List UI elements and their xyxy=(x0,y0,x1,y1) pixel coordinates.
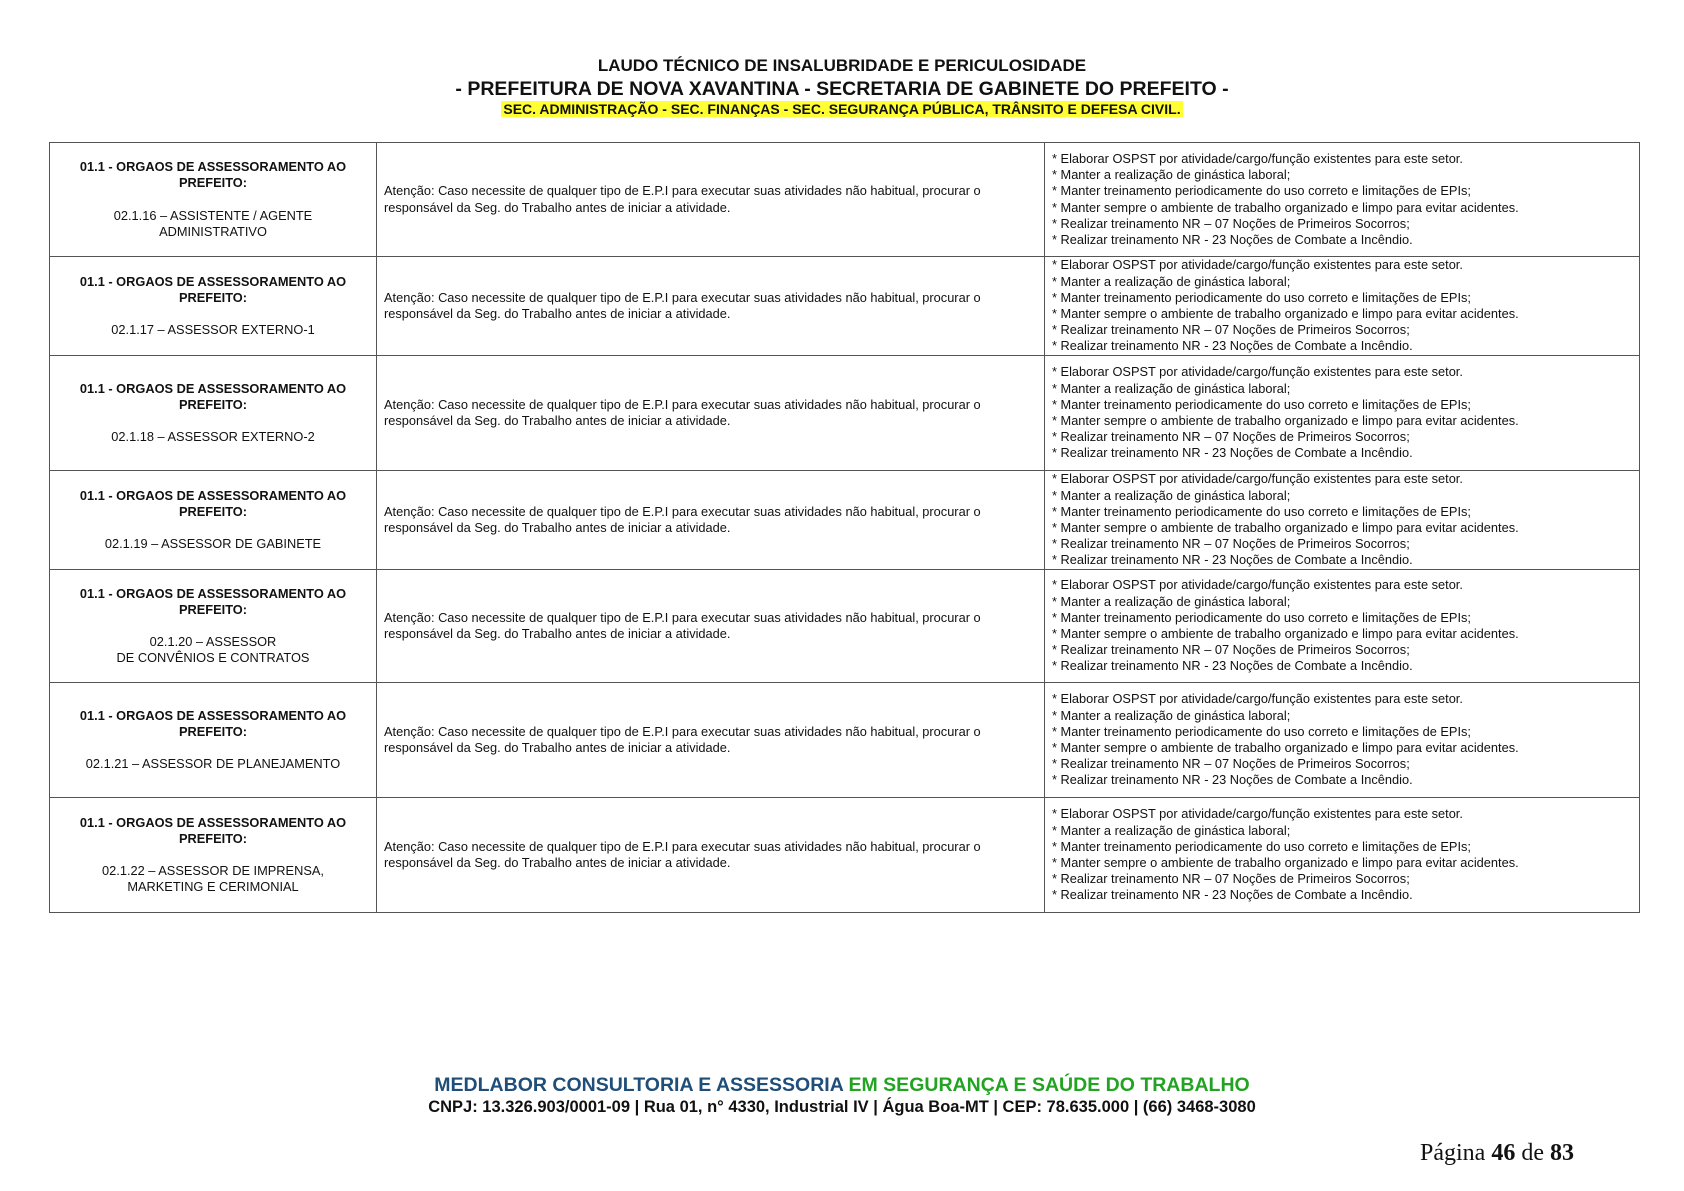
cargo-name xyxy=(57,429,369,445)
recommendation-item: * Realizar treinamento NR - 23 Noções de Combate a Incêndio. xyxy=(1052,658,1413,674)
setor-cell xyxy=(50,356,377,471)
recommendations-cell xyxy=(1045,143,1640,257)
recommendation-item: * Realizar treinamento NR - 23 Noções de Combate a Incêndio. xyxy=(1052,552,1413,568)
recommendation-item: * Realizar treinamento NR – 07 Noções de Primeiros Socorros; xyxy=(1052,322,1410,338)
recommendation-item: * Manter sempre o ambiente de trabalho organizado e limpo para evitar acidentes. xyxy=(1052,626,1519,641)
recommendation-item: * Manter sempre o ambiente de trabalho organizado e limpo para evitar acidentes. xyxy=(1052,740,1519,755)
recommendation-item: * Manter a realização de ginástica laboral; xyxy=(1052,380,1291,396)
cargo-name-line: 02.1.22 – ASSESSOR DE IMPRENSA, xyxy=(102,863,324,878)
recommendation-item: * Elaborar OSPST por atividade/cargo/função existentes para este setor. xyxy=(1052,577,1463,593)
recommendation-item: * Realizar treinamento NR – 07 Noções de Primeiros Socorros; xyxy=(1052,871,1410,887)
setor-title: 01.1 - ORGAOS DE ASSESSORAMENTO AO PREFEITO: xyxy=(79,707,347,739)
cargo-name-line: DE CONVÊNIOS E CONTRATOS xyxy=(116,650,310,666)
attention-note: Atenção: Caso necessite de qualquer tipo de E.P.I para executar suas atividades não habitual, procurar o responsável da Seg. do Trabalho antes de iniciar a atividade. xyxy=(377,143,1045,257)
setor-title: 01.1 - ORGAOS DE ASSESSORAMENTO AO PREFEITO: xyxy=(79,814,347,846)
setor-title: 01.1 - ORGAOS DE ASSESSORAMENTO AO PREFEITO: xyxy=(79,585,347,617)
setor-cell xyxy=(50,143,377,257)
cargo-name-line: 02.1.19 – ASSESSOR DE GABINETE xyxy=(104,536,322,552)
recommendations-cell xyxy=(1045,798,1640,913)
recommendation-item: * Elaborar OSPST por atividade/cargo/função existentes para este setor. xyxy=(1052,691,1463,707)
recommendation-item: * Manter treinamento periodicamente do uso correto e limitações de EPIs; xyxy=(1052,289,1471,305)
table-row xyxy=(50,257,1640,356)
cargo-name xyxy=(57,208,369,240)
recommendations-table xyxy=(49,142,1640,913)
setor-title: 01.1 - ORGAOS DE ASSESSORAMENTO AO PREFEITO: xyxy=(79,487,347,519)
recommendation-item: * Manter treinamento periodicamente do uso correto e limitações de EPIs; xyxy=(1052,396,1471,412)
page-total: 83 xyxy=(1550,1140,1574,1166)
recommendation-item: * Realizar treinamento NR - 23 Noções de Combate a Incêndio. xyxy=(1052,231,1413,247)
document-title: LAUDO TÉCNICO DE INSALUBRIDADE E PERICULOSIDADE xyxy=(597,56,1087,75)
recommendation-item: * Elaborar OSPST por atividade/cargo/função existentes para este setor. xyxy=(1052,150,1463,166)
attention-note: Atenção: Caso necessite de qualquer tipo de E.P.I para executar suas atividades não habitual, procurar o responsável da Seg. do Trabalho antes de iniciar a atividade. xyxy=(377,570,1045,683)
recommendation-item: * Manter a realização de ginástica laboral; xyxy=(1052,822,1291,838)
setor-cell xyxy=(50,798,377,913)
table-row xyxy=(50,356,1640,471)
recommendation-item: * Elaborar OSPST por atividade/cargo/função existentes para este setor. xyxy=(1052,471,1463,487)
page-number xyxy=(1420,1140,1574,1167)
page-separator: de xyxy=(1515,1140,1550,1166)
recommendation-item: * Manter sempre o ambiente de trabalho organizado e limpo para evitar acidentes. xyxy=(1052,413,1519,428)
attention-note: Atenção: Caso necessite de qualquer tipo de E.P.I para executar suas atividades não habitual, procurar o responsável da Seg. do Trabalho antes de iniciar a atividade. xyxy=(377,356,1045,471)
cargo-name-line: 02.1.18 – ASSESSOR EXTERNO-2 xyxy=(111,429,315,445)
recommendation-item: * Realizar treinamento NR – 07 Noções de Primeiros Socorros; xyxy=(1052,536,1410,552)
recommendation-item: * Manter treinamento periodicamente do uso correto e limitações de EPIs; xyxy=(1052,503,1471,519)
recommendations-cell xyxy=(1045,683,1640,798)
cargo-name xyxy=(57,536,369,552)
cargo-name-line: MARKETING E CERIMONIAL xyxy=(127,879,299,895)
table-row xyxy=(50,471,1640,570)
recommendation-item: * Realizar treinamento NR - 23 Noções de Combate a Incêndio. xyxy=(1052,338,1413,354)
recommendation-item: * Manter treinamento periodicamente do uso correto e limitações de EPIs; xyxy=(1052,609,1471,625)
recommendation-item: * Realizar treinamento NR – 07 Noções de Primeiros Socorros; xyxy=(1052,642,1410,658)
table-row xyxy=(50,570,1640,683)
attention-note: Atenção: Caso necessite de qualquer tipo de E.P.I para executar suas atividades não habitual, procurar o responsável da Seg. do Trabalho antes de iniciar a atividade. xyxy=(377,683,1045,798)
recommendation-item: * Manter a realização de ginástica laboral; xyxy=(1052,593,1291,609)
recommendations-cell xyxy=(1045,471,1640,570)
recommendation-item: * Realizar treinamento NR - 23 Noções de Combate a Incêndio. xyxy=(1052,887,1413,903)
document-secretariats-line xyxy=(0,101,1684,118)
recommendation-item: * Elaborar OSPST por atividade/cargo/função existentes para este setor. xyxy=(1052,257,1463,273)
attention-note: Atenção: Caso necessite de qualquer tipo de E.P.I para executar suas atividades não habitual, procurar o responsável da Seg. do Trabalho antes de iniciar a atividade. xyxy=(377,471,1045,570)
recommendation-item: * Manter sempre o ambiente de trabalho organizado e limpo para evitar acidentes. xyxy=(1052,306,1519,321)
setor-cell xyxy=(50,570,377,683)
recommendation-item: * Manter a realização de ginástica laboral; xyxy=(1052,707,1291,723)
setor-title: 01.1 - ORGAOS DE ASSESSORAMENTO AO PREFEITO: xyxy=(79,159,347,191)
recommendation-item: * Manter sempre o ambiente de trabalho organizado e limpo para evitar acidentes. xyxy=(1052,199,1519,215)
table-row xyxy=(50,683,1640,798)
recommendation-item: * Manter treinamento periodicamente do uso correto e limitações de EPIs; xyxy=(1052,723,1471,739)
recommendation-item: * Realizar treinamento NR – 07 Noções de Primeiros Socorros; xyxy=(1052,756,1410,772)
recommendation-item: * Manter sempre o ambiente de trabalho organizado e limpo para evitar acidentes. xyxy=(1052,855,1519,870)
cargo-name xyxy=(57,863,369,895)
recommendation-item: * Manter treinamento periodicamente do uso correto e limitações de EPIs; xyxy=(1052,183,1471,199)
recommendation-item: * Manter a realização de ginástica laboral; xyxy=(1052,273,1291,289)
recommendation-item: * Manter a realização de ginástica laboral; xyxy=(1052,487,1291,503)
company-name-blue: MEDLABOR CONSULTORIA E ASSESSORIA xyxy=(434,1074,844,1096)
cargo-name xyxy=(57,634,369,666)
recommendation-item: * Manter treinamento periodicamente do uso correto e limitações de EPIs; xyxy=(1052,838,1471,854)
setor-cell xyxy=(50,471,377,570)
recommendations-cell xyxy=(1045,257,1640,356)
document-subtitle: - PREFEITURA DE NOVA XAVANTINA - SECRETARIA DE GABINETE DO PREFEITO - xyxy=(455,78,1229,100)
recommendation-item: * Manter a realização de ginástica laboral; xyxy=(1052,167,1291,183)
recommendations-cell xyxy=(1045,570,1640,683)
setor-cell xyxy=(50,683,377,798)
recommendation-item: * Realizar treinamento NR - 23 Noções de Combate a Incêndio. xyxy=(1052,445,1413,461)
attention-note: Atenção: Caso necessite de qualquer tipo de E.P.I para executar suas atividades não habitual, procurar o responsável da Seg. do Trabalho antes de iniciar a atividade. xyxy=(377,798,1045,913)
cargo-name-line: 02.1.16 – ASSISTENTE / AGENTE xyxy=(113,207,313,223)
highlighted-secretariats: SEC. ADMINISTRAÇÃO - SEC. FINANÇAS - SEC. SEGURANÇA PÚBLICA, TRÂNSITO E DEFESA CIVIL. xyxy=(503,101,1181,117)
company-name-green: EM SEGURANÇA E SAÚDE DO TRABALHO xyxy=(843,1074,1250,1096)
recommendations-cell xyxy=(1045,356,1640,471)
recommendation-item: * Realizar treinamento NR – 07 Noções de Primeiros Socorros; xyxy=(1052,215,1410,231)
setor-cell xyxy=(50,257,377,356)
cargo-name-line: 02.1.17 – ASSESSOR EXTERNO-1 xyxy=(111,322,315,338)
company-name xyxy=(0,1074,1684,1096)
attention-note: Atenção: Caso necessite de qualquer tipo de E.P.I para executar suas atividades não habitual, procurar o responsável da Seg. do Trabalho antes de iniciar a atividade. xyxy=(377,257,1045,356)
table-row xyxy=(50,143,1640,257)
recommendation-item: * Elaborar OSPST por atividade/cargo/função existentes para este setor. xyxy=(1052,806,1463,822)
cargo-name-line: 02.1.20 – ASSESSOR xyxy=(149,634,277,649)
setor-title: 01.1 - ORGAOS DE ASSESSORAMENTO AO PREFEITO: xyxy=(79,273,347,305)
recommendation-item: * Manter sempre o ambiente de trabalho organizado e limpo para evitar acidentes. xyxy=(1052,520,1519,535)
company-address: CNPJ: 13.326.903/0001-09 | Rua 01, n° 4330, Industrial IV | Água Boa-MT | CEP: 78.635.000 | (66) 3468-3080 xyxy=(428,1098,1256,1116)
cargo-name xyxy=(57,756,369,772)
setor-title: 01.1 - ORGAOS DE ASSESSORAMENTO AO PREFEITO: xyxy=(79,380,347,412)
cargo-name-line: 02.1.21 – ASSESSOR DE PLANEJAMENTO xyxy=(85,756,341,772)
recommendation-item: * Realizar treinamento NR - 23 Noções de Combate a Incêndio. xyxy=(1052,772,1413,788)
cargo-name xyxy=(57,322,369,338)
page-current: 46 xyxy=(1491,1140,1516,1166)
table-row xyxy=(50,798,1640,913)
recommendation-item: * Elaborar OSPST por atividade/cargo/função existentes para este setor. xyxy=(1052,364,1463,380)
cargo-name-line: ADMINISTRATIVO xyxy=(159,223,267,239)
recommendation-item: * Realizar treinamento NR – 07 Noções de Primeiros Socorros; xyxy=(1052,429,1410,445)
page-prefix: Página xyxy=(1420,1140,1492,1166)
